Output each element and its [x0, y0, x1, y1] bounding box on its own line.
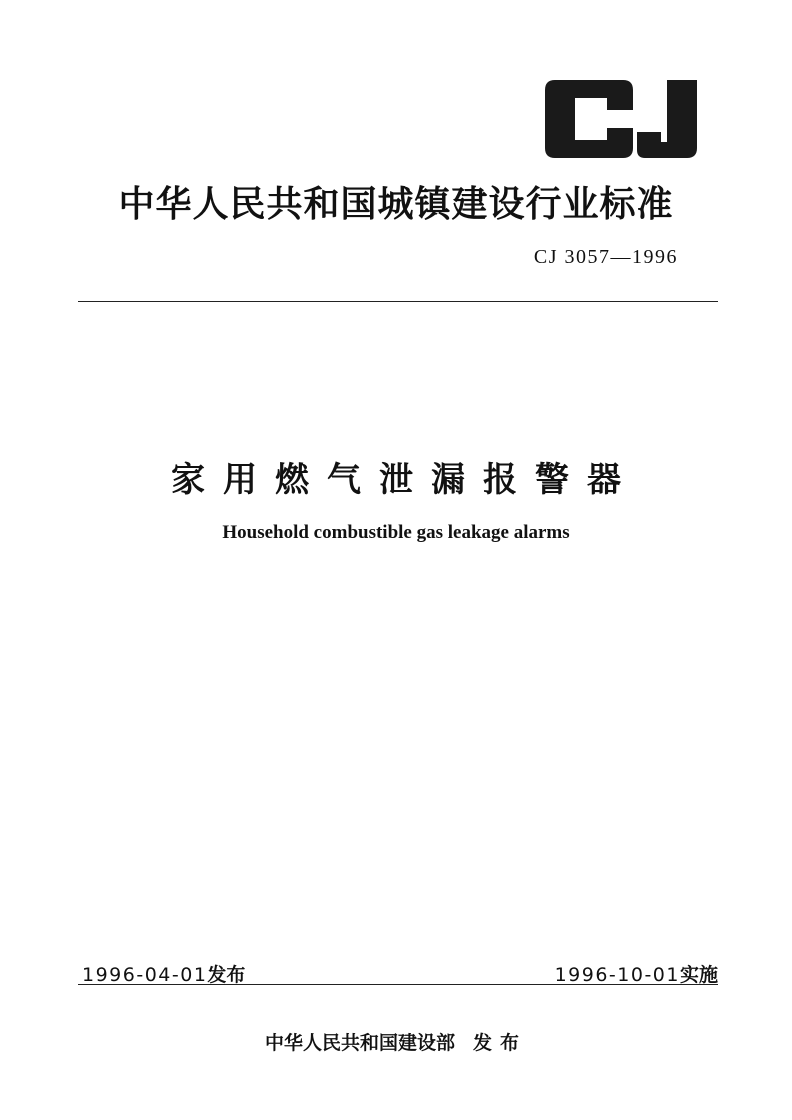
issue-date-block — [82, 960, 245, 987]
top-divider — [78, 301, 718, 302]
issuer-line — [0, 1028, 792, 1055]
cj-logo-graphic — [545, 80, 700, 158]
cj-logo — [545, 80, 700, 158]
standard-code: CJ 3057—1996 — [533, 246, 678, 268]
issue-date: 1996-04-01 — [82, 964, 208, 986]
issuer-action: 发布 — [473, 1032, 528, 1054]
effective-date-block — [555, 960, 718, 987]
effective-date: 1996-10-01 — [554, 964, 680, 986]
document-title-english: Household combustible gas leakage alarms — [222, 522, 570, 543]
effective-label: 实施 — [679, 964, 718, 986]
standard-category-title: 中华人民共和国城镇建设行业标准 — [118, 184, 674, 225]
bottom-divider — [78, 984, 718, 985]
document-title-chinese: 家用燃气泄漏报警器 — [171, 460, 639, 500]
issuer-name: 中华人民共和国建设部 — [264, 1032, 455, 1054]
issue-label: 发布 — [207, 964, 246, 986]
